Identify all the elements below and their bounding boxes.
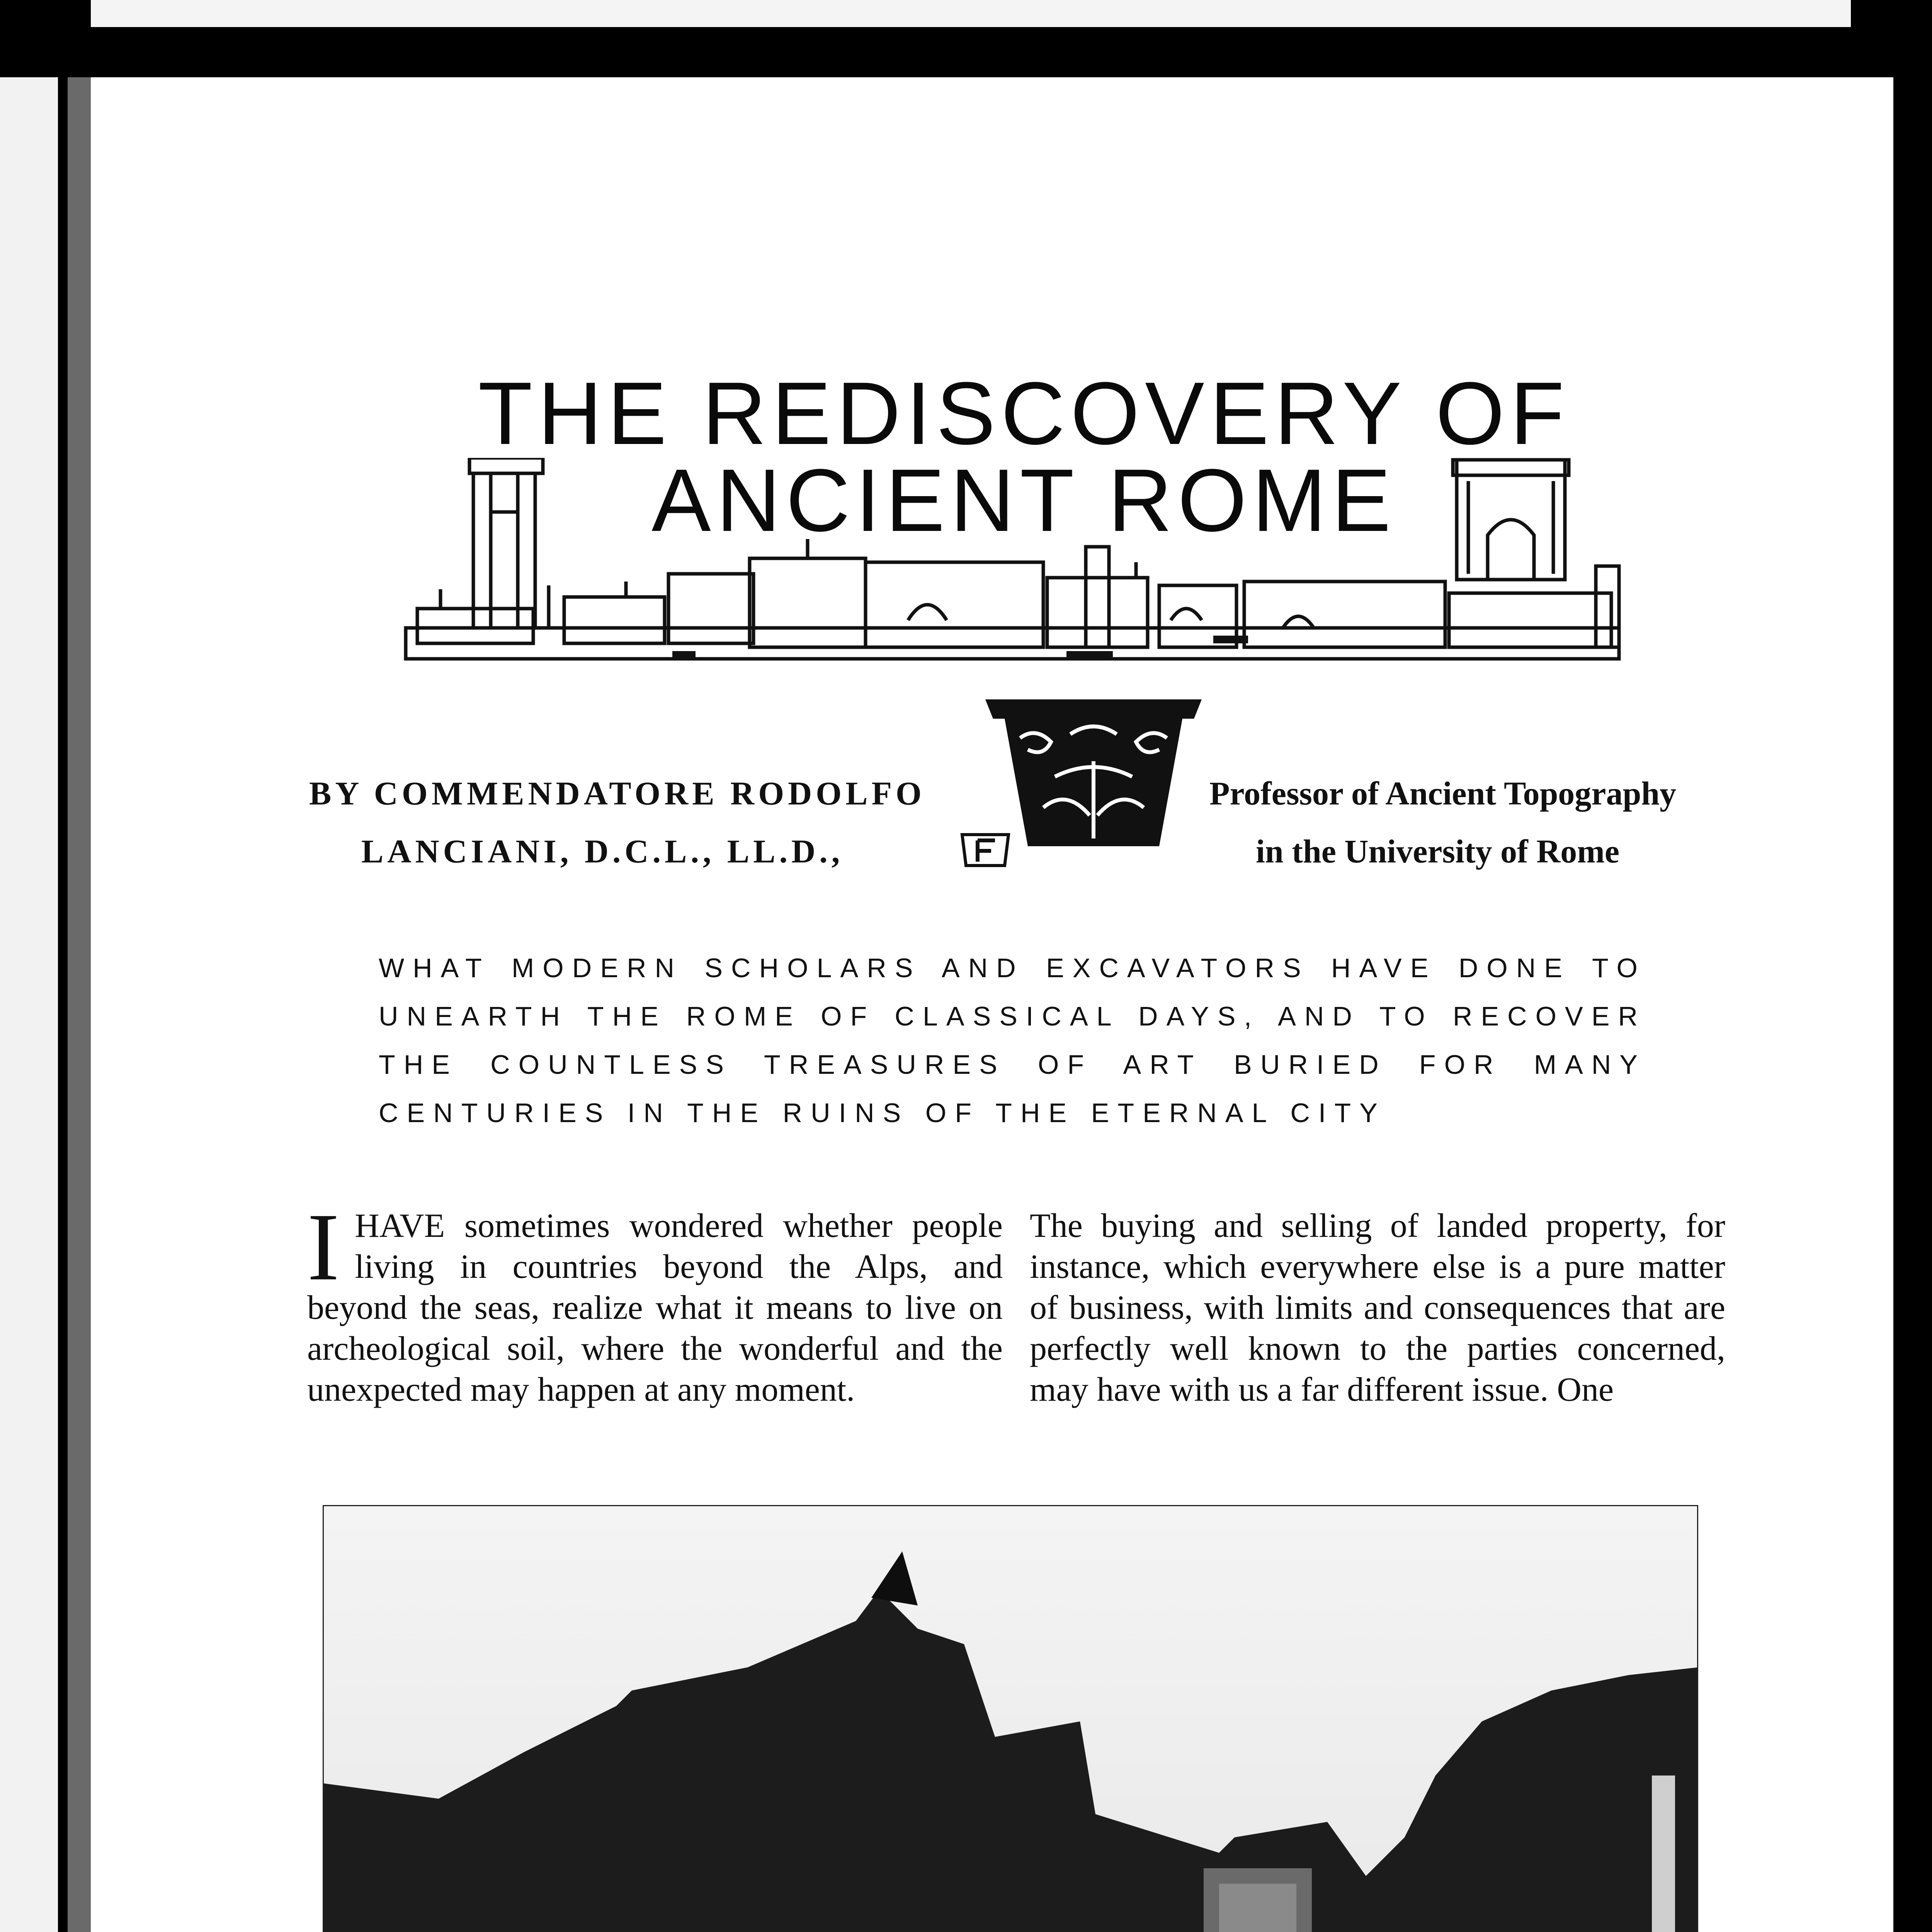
article-deck-line: UNEARTH THE ROME OF CLASSICAL DAYS, AND TO RECOVER: [379, 1001, 1646, 1031]
monogram-f-icon: [958, 831, 1012, 869]
body-text-right: The buying and selling of landed property, for instance, which everywhere else is a pure matter of business, with limits and consequences that are perfectly well known to the parties concerned, may have with us a far different issue. One: [1030, 1207, 1725, 1408]
body-column-right: [1030, 1206, 1725, 1410]
book-spine-edge: [68, 77, 91, 1932]
drop-cap: I: [307, 1194, 340, 1301]
next-page-edge: [0, 0, 1851, 27]
facing-page-edge: [0, 77, 58, 1932]
article-title-line-2: ANCIENT ROME: [651, 451, 1396, 550]
article-title-line-1: THE REDISCOVERY OF: [478, 364, 1570, 463]
author-title-line-1: Professor of Ancient Topography: [1209, 775, 1677, 812]
author-byline-line-1: BY COMMENDATORE RODOLFO: [309, 775, 925, 812]
hadrian-villa-photo: [323, 1505, 1698, 1932]
body-column-left: [307, 1194, 1003, 1410]
author-title-line-2: in the University of Rome: [1256, 833, 1620, 870]
author-byline-line-2: LANCIANI, D.C.L., LL.D.,: [361, 833, 844, 870]
corinthian-capital-icon: [978, 692, 1209, 854]
article-deck-line: THE COUNTLESS TREASURES OF ART BURIED FOR MANY: [379, 1049, 1646, 1080]
scan-border-right: [1893, 0, 1932, 1932]
article-deck-line: WHAT MODERN SCHOLARS AND EXCAVATORS HAVE DONE TO: [379, 953, 1646, 983]
body-text-left: HAVE sometimes wondered whether people living in countries beyond the Alps, and beyond the seas, realize what it means to live on archeological soil, where the wonderful and the unexpected may happen at any moment.: [307, 1207, 1003, 1408]
article-deck-line: CENTURIES IN THE RUINS OF THE ETERNAL CITY: [379, 1098, 1386, 1128]
